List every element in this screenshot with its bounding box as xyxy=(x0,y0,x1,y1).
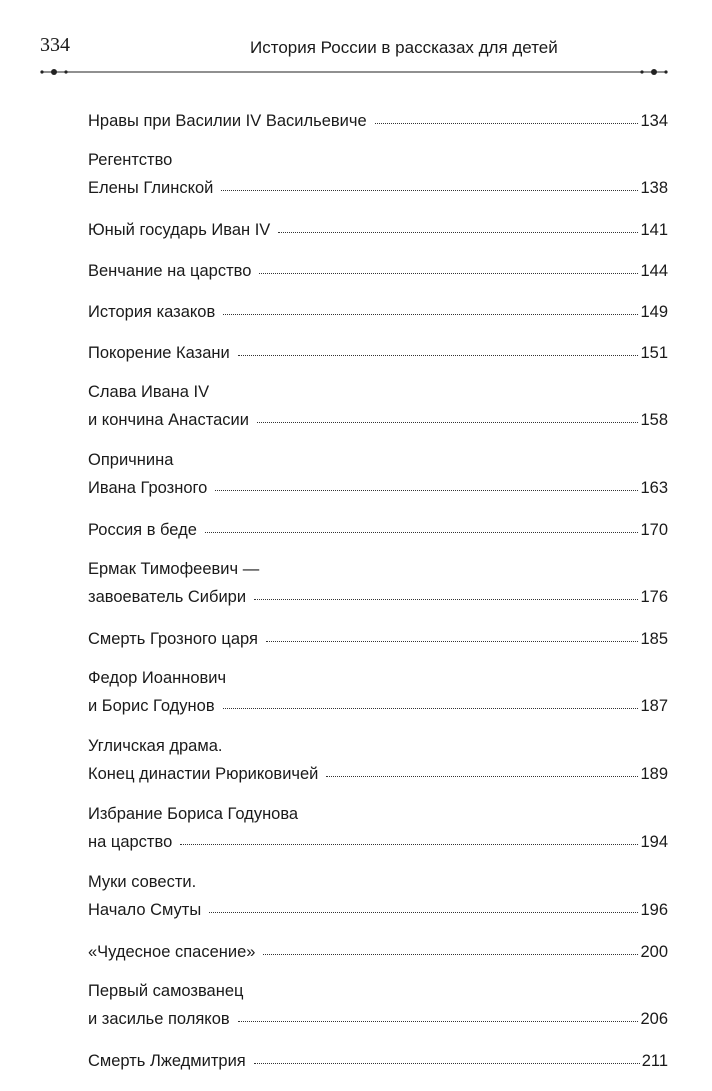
table-of-contents xyxy=(88,110,668,1091)
toc-entry-line xyxy=(88,179,668,207)
toc-entry-title: завоеватель Сибири xyxy=(88,588,247,606)
toc-entry xyxy=(88,805,668,861)
toc-page-number: 211 xyxy=(641,1052,668,1070)
toc-page-number: 134 xyxy=(640,112,668,130)
toc-entry-title: на царство xyxy=(88,833,173,851)
toc-entry-title: Опричнина xyxy=(88,451,174,469)
toc-entry xyxy=(88,301,668,331)
toc-entry-title: и Борис Годунов xyxy=(88,697,215,715)
toc-entry-title: Россия в беде xyxy=(88,521,197,539)
dot-leader xyxy=(375,122,639,124)
toc-entry-title: Муки совести. xyxy=(88,873,197,891)
toc-entry xyxy=(88,383,668,439)
toc-page-number: 163 xyxy=(640,479,668,497)
dot-leader xyxy=(238,354,639,356)
toc-entry-line xyxy=(88,805,668,833)
toc-entry-line xyxy=(88,873,668,901)
toc-entry-title: Регентство xyxy=(88,151,173,169)
toc-entry-title: Угличская драма. xyxy=(88,737,223,755)
toc-entry-line xyxy=(88,1052,668,1080)
toc-entry xyxy=(88,110,668,140)
toc-entry-title: Конец династии Рюриковичей xyxy=(88,765,319,783)
dot-leader xyxy=(223,707,639,709)
dot-leader xyxy=(278,231,638,233)
toc-entry-line xyxy=(88,588,668,616)
header-ornament-rule xyxy=(36,62,672,82)
toc-entry xyxy=(88,982,668,1038)
dot-leader xyxy=(259,272,638,274)
toc-entry-line xyxy=(88,697,668,725)
toc-entry-line xyxy=(88,303,668,331)
toc-page-number: 151 xyxy=(640,344,668,362)
dot-leader xyxy=(205,531,639,533)
toc-entry-title: Федор Иоаннович xyxy=(88,669,227,687)
toc-entry xyxy=(88,1050,668,1080)
dot-leader xyxy=(254,598,638,600)
toc-entry xyxy=(88,451,668,507)
toc-page-number: 206 xyxy=(640,1010,668,1028)
toc-entry xyxy=(88,628,668,658)
toc-entry-line xyxy=(88,1010,668,1038)
toc-page-number: 141 xyxy=(640,221,668,239)
toc-entry-title: Ивана Грозного xyxy=(88,479,208,497)
dot-leader xyxy=(238,1020,639,1022)
toc-entry-line xyxy=(88,630,668,658)
toc-entry-line xyxy=(88,521,668,549)
toc-entry-line xyxy=(88,151,668,179)
toc-entry-line xyxy=(88,221,668,249)
toc-page-number: 170 xyxy=(640,521,668,539)
toc-entry-line xyxy=(88,669,668,697)
toc-page-number: 187 xyxy=(640,697,668,715)
toc-entry-title: Первый самозванец xyxy=(88,982,244,1000)
toc-entry-title: Покорение Казани xyxy=(88,344,230,362)
toc-entry-line xyxy=(88,765,668,793)
dot-leader xyxy=(223,313,638,315)
toc-entry-title: Избрание Бориса Годунова xyxy=(88,805,299,823)
toc-page-number: 176 xyxy=(640,588,668,606)
page-number: 334 xyxy=(40,34,70,56)
toc-entry xyxy=(88,873,668,929)
toc-page-number: 144 xyxy=(640,262,668,280)
toc-entry-line xyxy=(88,411,668,439)
toc-entry-title: и кончина Анастасии xyxy=(88,411,249,429)
toc-entry-title: и засилье поляков xyxy=(88,1010,230,1028)
page-header xyxy=(0,0,712,90)
toc-entry-title: Венчание на царство xyxy=(88,262,252,280)
toc-entry-line xyxy=(88,560,668,588)
toc-entry-line xyxy=(88,943,668,971)
dot-leader xyxy=(209,911,638,913)
toc-entry-line xyxy=(88,737,668,765)
dot-leader xyxy=(326,775,638,777)
toc-entry xyxy=(88,669,668,725)
toc-page-number: 196 xyxy=(640,901,668,919)
dot-leader xyxy=(180,843,638,845)
toc-entry-line xyxy=(88,982,668,1010)
toc-entry-title: «Чудесное спасение» xyxy=(88,943,256,961)
toc-entry-line xyxy=(88,344,668,372)
toc-entry xyxy=(88,260,668,290)
toc-entry-title: Начало Смуты xyxy=(88,901,202,919)
toc-entry-title: Ермак Тимофеевич — xyxy=(88,560,260,578)
toc-entry-line xyxy=(88,112,668,140)
toc-page-number: 149 xyxy=(640,303,668,321)
dot-leader xyxy=(254,1062,640,1064)
toc-page-number: 189 xyxy=(640,765,668,783)
toc-entry xyxy=(88,151,668,207)
running-title: История России в рассказах для детей xyxy=(250,38,558,57)
toc-page-number: 185 xyxy=(640,630,668,648)
toc-page-number: 158 xyxy=(640,411,668,429)
toc-entry xyxy=(88,941,668,971)
toc-entry xyxy=(88,737,668,793)
toc-entry-line xyxy=(88,479,668,507)
toc-page-number: 200 xyxy=(640,943,668,961)
toc-entry-line xyxy=(88,833,668,861)
toc-entry xyxy=(88,519,668,549)
toc-entry xyxy=(88,560,668,616)
toc-entry-title: Елены Глинской xyxy=(88,179,214,197)
dot-leader xyxy=(257,421,639,423)
toc-entry-title: Смерть Грозного царя xyxy=(88,630,258,648)
dot-leader xyxy=(221,189,638,191)
toc-entry xyxy=(88,219,668,249)
toc-entry-title: Смерть Лжедмитрия xyxy=(88,1052,246,1070)
toc-entry-line xyxy=(88,901,668,929)
dot-leader xyxy=(266,640,638,642)
toc-entry-title: Нравы при Василии IV Васильевиче xyxy=(88,112,367,130)
toc-entry-title: Слава Ивана IV xyxy=(88,383,210,401)
toc-entry-line xyxy=(88,383,668,411)
toc-entry-title: История казаков xyxy=(88,303,216,321)
toc-entry-line xyxy=(88,262,668,290)
toc-entry-title: Юный государь Иван IV xyxy=(88,221,271,239)
toc-entry xyxy=(88,342,668,372)
toc-entry-line xyxy=(88,451,668,479)
dot-leader xyxy=(263,953,638,955)
dot-leader xyxy=(215,489,638,491)
toc-page-number: 194 xyxy=(640,833,668,851)
toc-page-number: 138 xyxy=(640,179,668,197)
